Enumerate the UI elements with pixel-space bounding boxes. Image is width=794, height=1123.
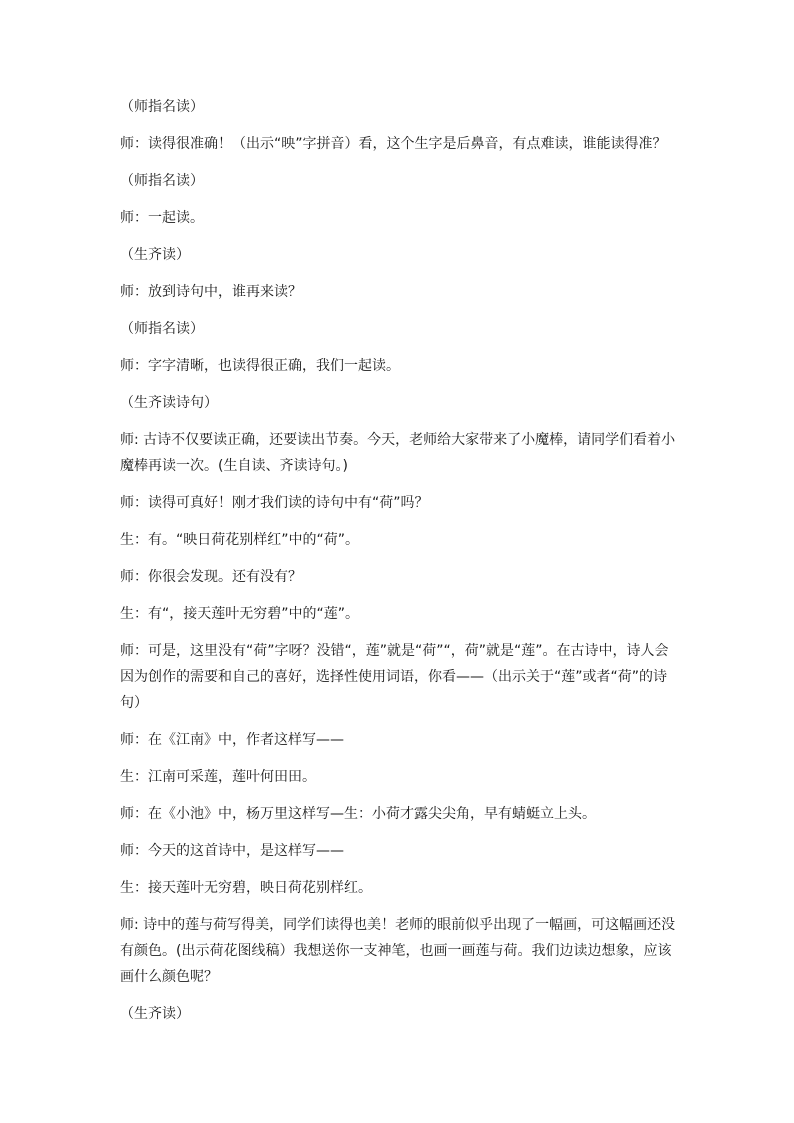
paragraph-student-line: 生：有“，接天莲叶无穷碧”中的“莲”。 (120, 606, 360, 622)
paragraph-stage-direction: （生齐读） (120, 247, 190, 263)
paragraph-teacher-line: 师：放到诗句中，谁再来读？ (120, 284, 302, 300)
paragraph-teacher-line: 师：你很会发现。还有没有？ (120, 569, 302, 585)
paragraph-teacher-line: 师：字字清晰，也读得很正确，我们一起读。 (120, 358, 400, 374)
paragraph-teacher-line: 师: 古诗不仅要读正确，还要读出节奏。今天，老师给大家带来了小魔棒，请同学们看着小魔棒再读一次。(生自读、齐读诗句。) (120, 432, 676, 474)
paragraph-teacher-line: 师：读得很准确！（出示“映”字拼音）看，这个生字是后鼻音，有点难读，谁能读得准？ (120, 136, 667, 152)
paragraph-teacher-line: 师: 诗中的莲与荷写得美，同学们读得也美！老师的眼前似乎出现了一幅画，可这幅画还没有颜色。(出示荷花图线稿）我想送你一支神笔，也画一画莲与荷。我们边读边想象，应该画什么颜色呢？ (120, 917, 676, 985)
paragraph-teacher-line: 师：在《江南》中，作者这样写—— (120, 732, 344, 748)
paragraph-teacher-line: 师：一起读。 (120, 210, 204, 226)
paragraph-teacher-line: 师：在《小池》中，杨万里这样写—生：小荷才露尖尖角，早有蜻蜓立上头。 (120, 806, 596, 822)
paragraph-teacher-line: 师：读得可真好！刚才我们读的诗句中有“荷”吗？ (120, 495, 429, 511)
paragraph-teacher-line: 师：今天的这首诗中，是这样写—— (120, 843, 344, 859)
paragraph-stage-direction: （生齐读） (120, 1006, 190, 1022)
paragraph-teacher-line: 师：可是，这里没有“荷”字呀？没错“，莲”就是“荷”“，荷”就是“莲”。在古诗中，诗人会因为创作的需要和自己的喜好，选择性使用词语，你看——（出示关于“莲”或者“荷”的诗句） (120, 643, 669, 711)
paragraph-student-line: 生：有。“映日荷花别样红”中的“荷”。 (120, 532, 360, 548)
paragraph-stage-direction: （师指名读） (120, 173, 204, 189)
document-body (120, 94, 676, 1038)
paragraph-student-line: 生：江南可采莲，莲叶何田田。 (120, 769, 316, 785)
paragraph-stage-direction: （师指名读） (120, 99, 204, 115)
paragraph-stage-direction: （师指名读） (120, 321, 204, 337)
paragraph-stage-direction: （生齐读诗句） (120, 395, 218, 411)
paragraph-student-line: 生：接天莲叶无穷碧，映日荷花别样红。 (120, 880, 372, 896)
